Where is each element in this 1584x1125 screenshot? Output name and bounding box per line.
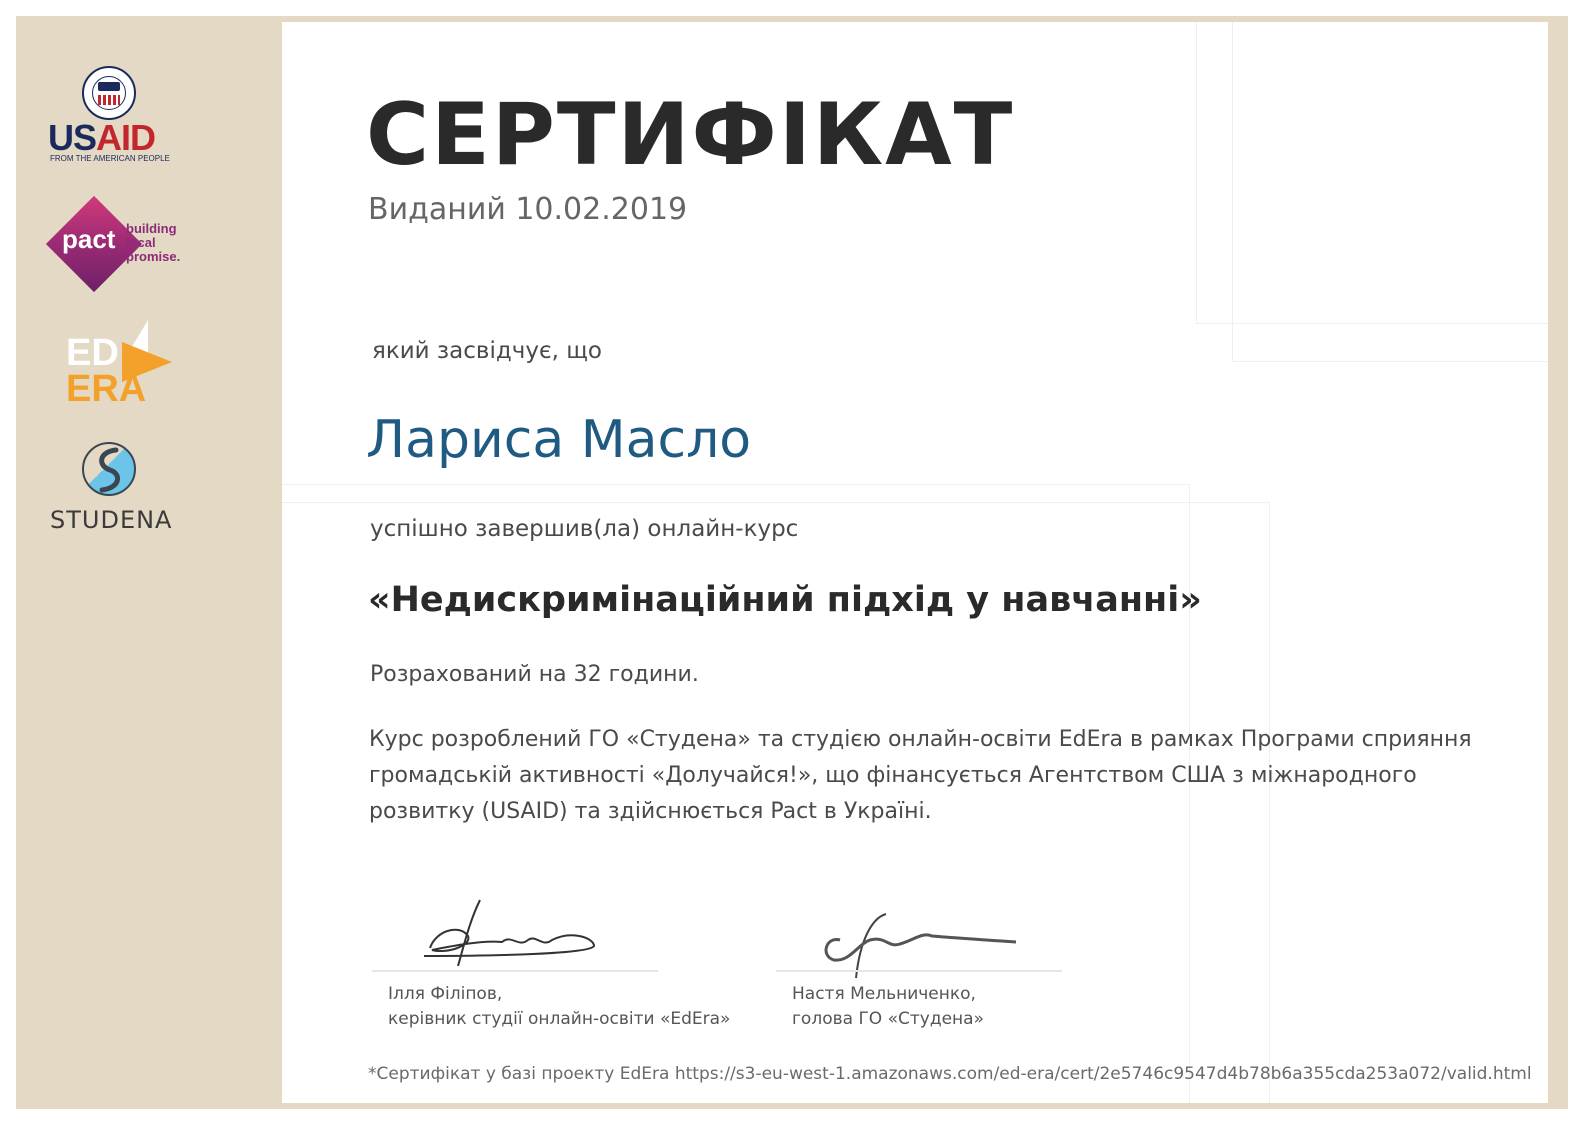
signatory-role-2: голова ГО «Студена» — [792, 1009, 984, 1029]
handwritten-signature-icon — [372, 890, 632, 970]
signature-block-1 — [372, 890, 731, 1040]
studena-wordmark: STUDENA — [50, 506, 173, 534]
usaid-logo — [48, 64, 178, 168]
completed-label: успішно завершив(ла) онлайн-курс — [370, 516, 799, 542]
signatory-name-1: Ілля Філіпов, — [388, 984, 503, 1004]
usaid-wordmark: USAID — [48, 117, 156, 158]
studena-wave-icon — [82, 442, 136, 496]
course-description: Курс розроблений ГО «Студена» та студією онлайн-освіти EdEra в рамках Програми сприяння громадській активності «Долучайся!», що фінансується Агентством США з міжнародного розвитку (USAID) та здійснюється Pact в Україні. — [369, 727, 1472, 824]
usaid-seal-icon — [82, 66, 136, 120]
course-hours: Розрахований на 32 години. — [370, 662, 699, 687]
usaid-tagline: FROM THE AMERICAN PEOPLE — [50, 154, 170, 163]
pact-logo — [46, 196, 196, 296]
signatory-role-1: керівник студії онлайн-освіти «EdEra» — [388, 1009, 731, 1029]
signatory-name-2: Настя Мельниченко, — [792, 984, 976, 1004]
studena-logo — [46, 440, 176, 540]
certifies-label: який засвідчує, що — [372, 338, 602, 364]
recipient-name: Лариса Масло — [366, 410, 752, 470]
logo-sidebar — [16, 16, 282, 1109]
course-title: «Недискримінаційний підхід у навчанні» — [368, 580, 1202, 620]
signature-block-2 — [776, 900, 1066, 1040]
edera-logo — [64, 318, 184, 412]
certificate-title: СЕРТИФІКАТ — [366, 85, 1015, 185]
pact-tagline: building local promise. — [126, 221, 181, 264]
pact-wordmark: pact — [62, 224, 116, 254]
handwritten-signature-icon — [776, 900, 1036, 980]
issue-date: Виданий 10.02.2019 — [368, 192, 688, 227]
edera-wordmark-era: ERA — [66, 368, 147, 410]
edera-wordmark-ed: ED — [66, 332, 119, 374]
verification-footnote: *Сертифікат у базі проекту EdEra https://s3-eu-west-1.amazonaws.com/ed-era/cert/2e5746c9547d4b78b6a355cda253a072/valid.html — [368, 1064, 1532, 1084]
